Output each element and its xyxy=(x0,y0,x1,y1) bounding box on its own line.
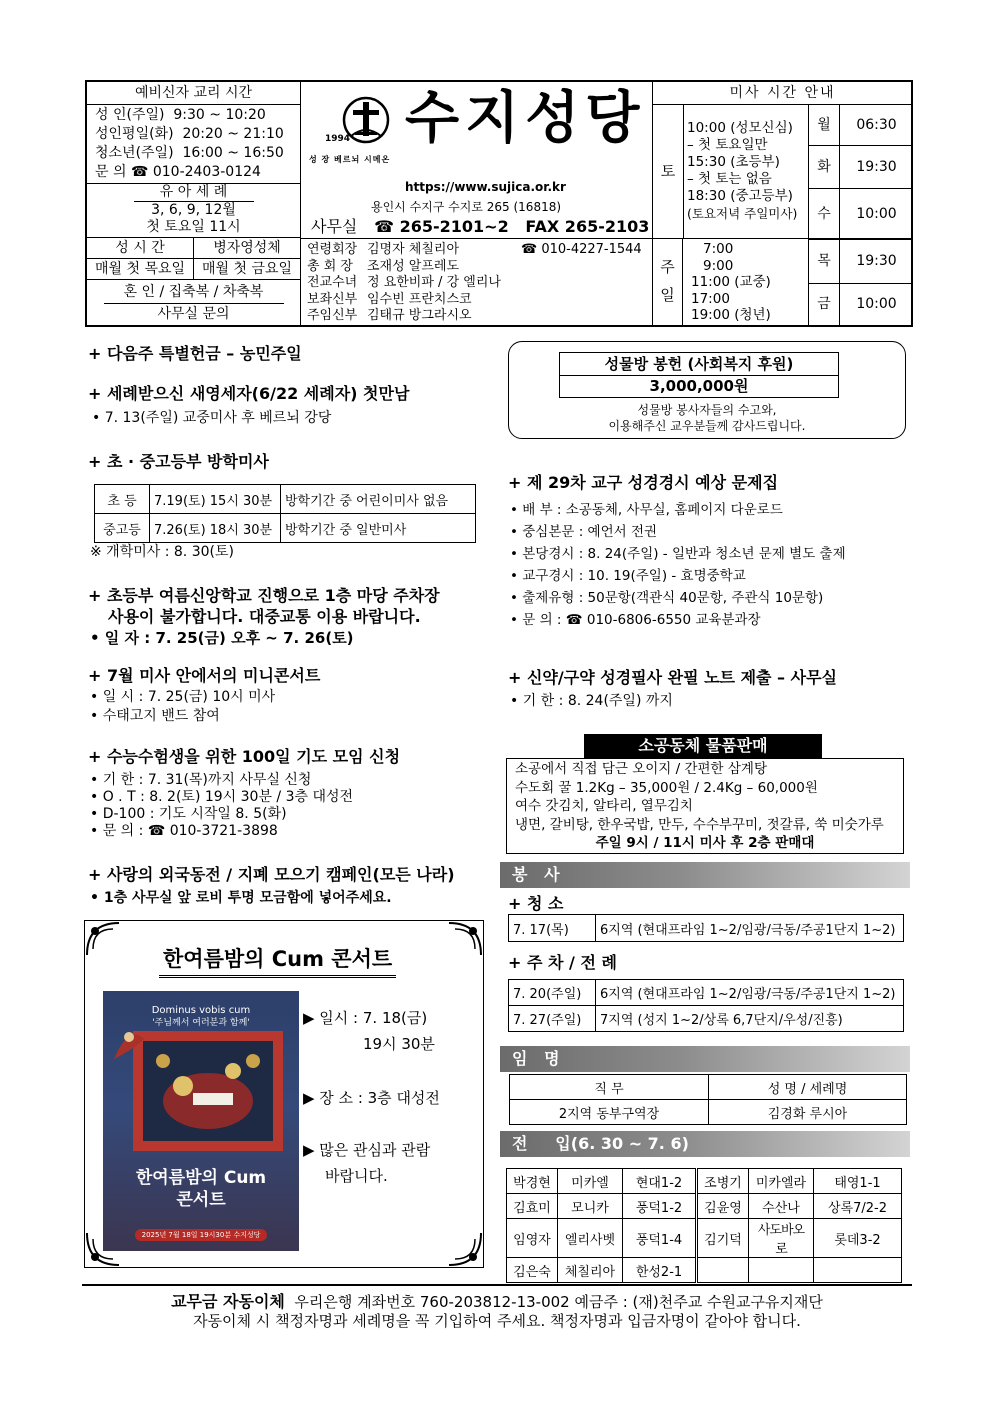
parish-address: 용인시 수지구 수지로 265 (16818) xyxy=(371,200,562,214)
footer xyxy=(82,1292,912,1331)
donation-title: 성물방 봉헌 (사회복지 후원) xyxy=(559,352,839,376)
vacation-mass-title: + 초 · 중고등부 방학미사 xyxy=(88,452,269,471)
staff-list xyxy=(301,238,652,325)
parish-year: 1994 xyxy=(325,134,351,144)
sale-box: 소공에서 직접 담근 오이지 / 간편한 삼계탕 수도회 꿀 1.2Kg – 35,000원 / 2.4Kg – 60,000원 여수 갓김치, 알타리, 열무김치 냉면, 갈비탕, 한우국밥, 만두, 수수부꾸미, 젓갈류, 쑥 미숫가루 주일 9시 / 11시 미사 후 2층 판매대 xyxy=(506,758,904,854)
parking-liturgy-table xyxy=(508,979,904,1032)
service-bar: 봉 사 xyxy=(500,862,910,888)
staff-row: 총 회 장 조재성 알프레도 xyxy=(307,258,460,274)
table-row: 7. 27(주일) 7지역 (성지 1~2/상록 6,7단지/우성/진흥) xyxy=(509,1006,904,1032)
footer-divider xyxy=(82,1284,912,1286)
list-item: • 배 부 : 소공동체, 사무실, 홈페이지 다운로드 xyxy=(510,502,783,518)
vacation-mass-table xyxy=(94,484,476,543)
neophyte-bullet: • 7. 13(주일) 교중미사 후 베르뇌 강당 xyxy=(92,410,332,426)
table-row: 7. 20(주일) 6지역 (현대프라임 1~2/임광/극동/주공1단지 1~2) xyxy=(509,980,904,1006)
staff-row: 전교수녀 정 요한비파 / 강 엘리나 xyxy=(307,275,501,290)
bible-copy-bullet: • 기 한 : 8. 24(주일) 까지 xyxy=(510,693,673,709)
catechism-panel xyxy=(87,82,301,325)
catechism-title: 예비신자 교리 시간 xyxy=(87,82,300,105)
concert-box xyxy=(84,920,484,1268)
bible-quiz-title: + 제 29차 교구 성경경시 예상 문제집 xyxy=(508,473,779,492)
sale-title: 소공동체 물품판매 xyxy=(584,734,822,758)
poster-top-text: Dominus vobis cum '주님께서 여러분과 함께' xyxy=(151,1005,251,1028)
table-row: 초 등 7.19(토) 15시 30분 방학기간 중 어린이미사 없음 xyxy=(95,485,476,514)
header-box xyxy=(85,80,913,327)
parking-notice-title: + 초등부 여름신앙학교 진행으로 1층 마당 주차장 사용이 불가합니다. 대중교통 이용 바랍니다. xyxy=(88,586,440,626)
table-row: 직 무 성 명 / 세례명 xyxy=(510,1075,907,1100)
donation-box xyxy=(508,341,906,439)
mass-weekday-grid xyxy=(808,105,913,325)
sacraments: 성 시 간 매월 첫 목요일 병자영성체 매월 첫 금요일 혼 인 / 집축복 / 차축복 사무실 문의 xyxy=(87,237,300,326)
bible-quiz-list xyxy=(510,499,846,631)
mass-title: 미사 시간 안내 xyxy=(653,82,912,105)
staff-row: 보좌신부 임수빈 프란치스코 xyxy=(307,291,472,307)
cleaning-table xyxy=(508,914,904,942)
appointment-bar: 임 명 xyxy=(500,1046,910,1072)
transfer-table xyxy=(506,1168,902,1283)
list-item: • 교구경시 : 10. 19(주일) - 효명중학교 xyxy=(510,568,746,584)
bible-copy-title: + 신약/구약 성경필사 완필 노트 제출 – 사무실 xyxy=(508,668,837,687)
mass-sunday-times: 7:00 9:00 11:00 (교중) 17:00 19:00 (청년) xyxy=(691,241,771,323)
concert-poster xyxy=(103,991,299,1251)
neophyte-title: + 세례받으신 새영세자(6/22 세례자) 첫만남 xyxy=(88,384,410,403)
ornament-corner-icon xyxy=(445,1229,485,1269)
parish-patron: 성 장 베르뇌 시메온 xyxy=(309,155,391,164)
ornament-corner-icon xyxy=(83,919,123,959)
ornament-corner-icon xyxy=(445,919,485,959)
mass-panel xyxy=(652,82,912,325)
weekday-row: 수 10:00 xyxy=(809,189,913,240)
list-item: • 본당경시 : 8. 24(주일) - 일반과 청소년 문제 별도 출제 xyxy=(510,546,846,562)
coin-campaign-title: + 사랑의 외국동전 / 지폐 모으기 캠페인(모든 나라) xyxy=(88,865,455,884)
mass-saturday-times: 10:00 (성모신심) – 첫 토요일만 15:30 (초등부) – 첫 토는 없음 18:30 (중고등부) (토요저녁 주일미사) xyxy=(687,120,798,221)
staff-row: 연령회장 김명자 체칠리아 ☎ 010-4227-1544 xyxy=(307,242,642,257)
donation-amount: 3,000,000원 xyxy=(559,375,839,398)
catechism-row: 문 의 ☎ 010-2403-0124 xyxy=(95,164,261,180)
mass-saturday-label: 토 xyxy=(653,105,684,238)
footer-line-1: 교무금 자동이체 우리은행 계좌번호 760-203812-13-002 예금주 : (재)천주교 수원교구유지재단 xyxy=(171,1292,823,1311)
parish-url[interactable]: https://www.sujica.or.kr xyxy=(405,180,566,194)
exam-prayer-bullets: • 기 한 : 7. 31(목)까지 사무실 신청 • O . T : 8. 2(토) 19시 30분 / 3층 대성전 • D-100 : 기도 시작일 8. 5(화) • 문 의 : ☎ 010-3721-3898 xyxy=(90,772,354,839)
table-row: 2지역 동부구역장 김경화 루시아 xyxy=(510,1100,907,1125)
mass-sunday-label: 주일 xyxy=(653,239,683,325)
weekday-row: 목 19:30 xyxy=(809,240,913,284)
mini-concert-title: + 7월 미사 안에서의 미니콘서트 xyxy=(88,666,321,685)
mini-concert-bullets: • 일 시 : 7. 25(금) 10시 미사 • 수태고지 밴드 참여 xyxy=(90,689,276,724)
catechism-row: 성 인(주일) 9:30 ~ 10:20 xyxy=(95,107,266,123)
donation-thanks: 성물방 봉사자들의 수고와, 이용해주신 교우분들께 감사드립니다. xyxy=(608,403,806,433)
table-row: 김은숙 체칠리아 한성2-1 xyxy=(507,1258,902,1283)
table-row: 임영자 엘리사벳 풍덕1-4 김기덕 사도바오로 롯데3-2 xyxy=(507,1219,902,1258)
parking-liturgy-title: + 주 차 / 전 례 xyxy=(508,953,617,972)
coin-campaign-bullet: • 1층 사무실 앞 로비 투명 모금함에 넣어주세요. xyxy=(90,890,392,906)
footer-line-2: 자동이체 시 책정자명과 세례명을 꼭 기입하여 주세요. 책정자명과 입금자명이 같아야 합니다. xyxy=(193,1312,801,1330)
weekday-row: 금 10:00 xyxy=(809,284,913,325)
catechism-row: 성인평일(화) 20:20 ~ 21:10 xyxy=(95,126,284,142)
appointment-table xyxy=(509,1074,907,1125)
infant-baptism: 유 아 세 례 3, 6, 9, 12월 첫 토요일 11시 xyxy=(87,183,300,238)
poster-title: 한여름밤의 Cum 콘서트 xyxy=(135,1168,267,1210)
poster-nativity-image xyxy=(133,1031,283,1151)
poster-date: 2025년 7월 18일 19시30분 수지성당 xyxy=(135,1229,267,1241)
table-row: 7. 17(목) 6지역 (현대프라임 1~2/임광/극동/주공1단지 1~2) xyxy=(509,915,904,942)
poster-angel-image xyxy=(109,1019,149,1069)
office-contact: 사무실 ☎ 265-2101~2 FAX 265-2103 xyxy=(311,217,650,236)
weekday-row: 화 19:30 xyxy=(809,146,913,189)
list-item: • 문 의 : ☎ 010-6806-6550 교육분과장 xyxy=(510,612,761,628)
transfer-bar: 전 입(6. 30 ~ 7. 6) xyxy=(500,1131,910,1157)
list-item: • 출제유형 : 50문항(객관식 40문항, 주관식 10문항) xyxy=(510,590,824,606)
staff-row: 주임신부 김태규 방그라시오 xyxy=(307,308,472,323)
parish-panel xyxy=(301,82,652,325)
table-row: 중고등 7.26(토) 18시 30분 방학기간 중 일반미사 xyxy=(95,514,476,543)
weekday-row: 월 06:30 xyxy=(809,105,913,146)
catechism-row: 청소년(주일) 16:00 ~ 16:50 xyxy=(95,145,284,161)
list-item: • 중심본문 : 예언서 전권 xyxy=(510,524,658,540)
concert-title: 한여름밤의 Cum 콘서트 xyxy=(159,943,396,978)
special-offering-title: + 다음주 특별헌금 – 농민주일 xyxy=(88,344,302,363)
table-row: 김효미 모니카 풍덕1-2 김윤영 수산나 상록7/2-2 xyxy=(507,1194,902,1219)
cleaning-title: + 청 소 xyxy=(508,894,564,913)
school-start-note: ※ 개학미사 : 8. 30(토) xyxy=(90,544,234,560)
concert-info: ▶ 일시 : 7. 18(금) 19시 30분 ▶ 장 소 : 3층 대성전 ▶ 많은 관심과 관람 바랍니다. xyxy=(303,1009,440,1185)
parish-name: 수지성당 xyxy=(405,86,646,151)
table-row: 박경현 미카엘 현대1-2 조병기 미카엘라 태영1-1 xyxy=(507,1169,902,1194)
parking-notice-date: • 일 자 : 7. 25(금) 오후 ~ 7. 26(토) xyxy=(90,629,354,647)
exam-prayer-title: + 수능수험생을 위한 100일 기도 모임 신청 xyxy=(88,747,401,766)
